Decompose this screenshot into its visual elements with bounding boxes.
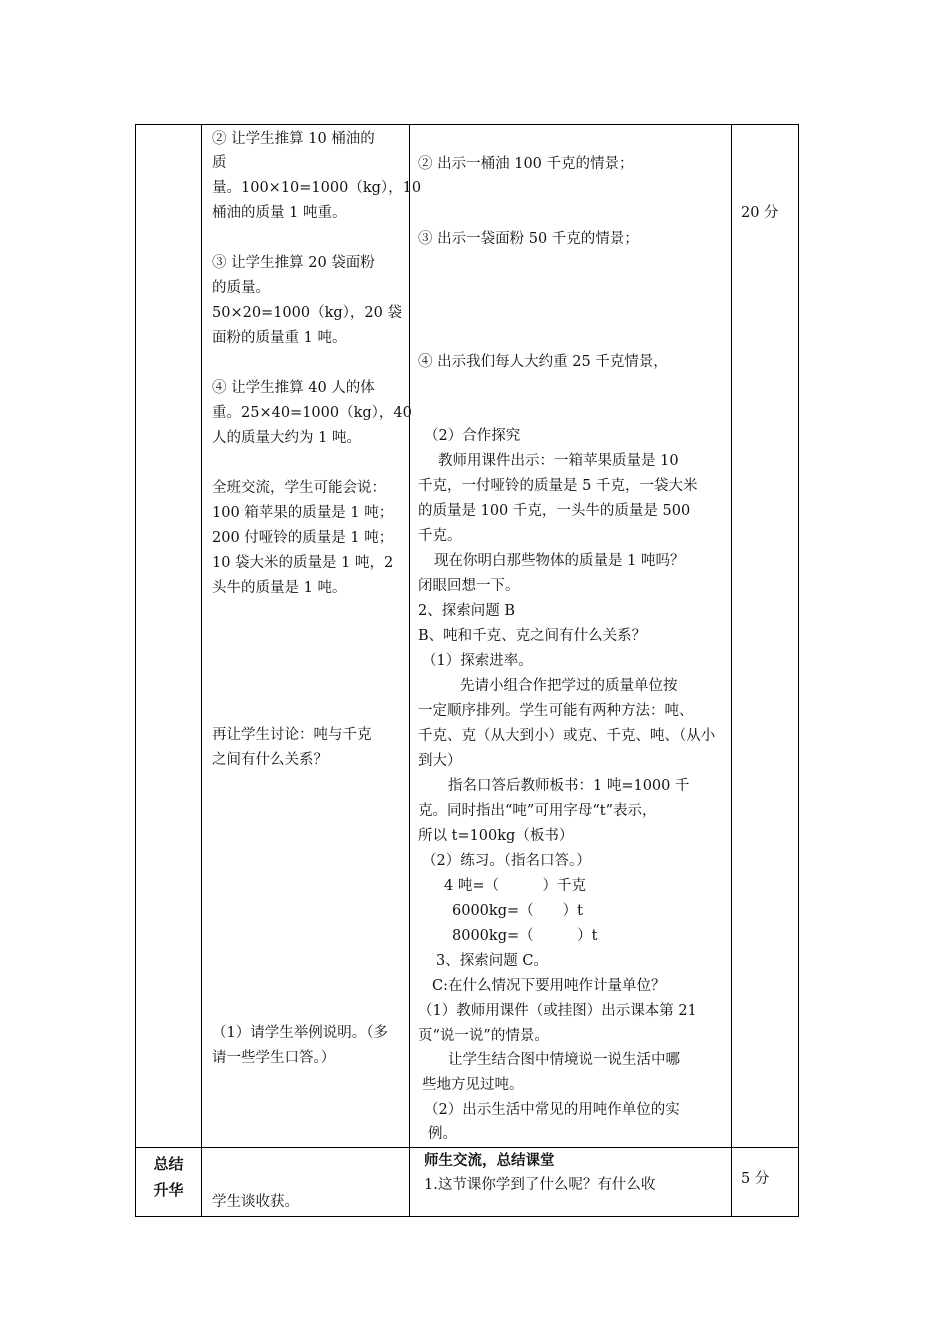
teacher-line: 4 吨=（ ）千克 (444, 878, 586, 894)
teacher-line: ③ 出示一袋面粉 50 千克的情景； (418, 231, 639, 247)
time-cell (732, 125, 799, 1148)
teacher-line: 让学生结合图中情境说一说生活中哪 (448, 1052, 680, 1068)
teacher-line: 所以 t=100kg（板书） (418, 828, 574, 844)
student-line: ② 让学生推算 10 桶油的 (212, 131, 375, 147)
table-row (136, 125, 799, 1148)
teacher-line: 6000kg=（ ）t (452, 903, 583, 919)
student-line: 再让学生讨论：吨与千克 (212, 727, 372, 743)
student-line: 全班交流，学生可能会说： (212, 480, 386, 496)
student-line: 请一些学生口答。） (212, 1050, 336, 1066)
time-cell (732, 1148, 799, 1217)
teacher-line: 现在你明白那些物体的质量是 1 吨吗？ (434, 553, 685, 569)
student-activity-cell (202, 125, 422, 1148)
lesson-plan-table (135, 124, 799, 1217)
teacher-line: 一定顺序排列。学生可能有两种方法：吨、 (418, 703, 694, 719)
student-activity-cell (202, 1148, 410, 1217)
teacher-line: 的质量是 100 千克，一头牛的质量是 500 (418, 503, 691, 519)
time-value: 5 分 (741, 1171, 770, 1187)
teacher-line: 到大） (418, 753, 462, 769)
teacher-line: 例。 (428, 1126, 457, 1142)
section-heading: 师生交流，总结课堂 (424, 1153, 555, 1169)
teacher-line: 1.这节课你学到了什么呢？有什么收 (424, 1177, 656, 1193)
student-line: 面粉的质量重 1 吨。 (212, 330, 347, 346)
teacher-line: 2、探索问题 B (418, 603, 515, 619)
teacher-line: 千克、克（从大到小）或克、千克、吨、（从小 (418, 728, 716, 744)
teacher-line: 先请小组合作把学过的质量单位按 (460, 678, 678, 694)
student-line: 人的质量大约为 1 吨。 (212, 430, 361, 446)
student-line: 200 付哑铃的质量是 1 吨； (212, 530, 394, 546)
student-line: 之间有什么关系？ (212, 752, 328, 768)
student-line: 学生谈收获。 (212, 1194, 299, 1210)
teacher-line: ④ 出示我们每人大约重 25 千克情景， (418, 354, 668, 370)
teacher-line: B、吨和千克、克之间有什么关系？ (418, 628, 647, 644)
student-line: 桶油的质量 1 吨重。 (212, 205, 347, 221)
teacher-line: 克。同时指出“吨”可用字母“t”表示， (418, 803, 657, 819)
student-line: 重。25×40=1000（kg），40 (212, 405, 412, 421)
student-line: 50×20=1000（kg），20 袋 (212, 305, 402, 321)
time-value: 20 分 (741, 205, 779, 221)
teacher-line: 指名口答后教师板书：1 吨=1000 千 (448, 778, 690, 794)
stage-cell (136, 125, 202, 1148)
teacher-line: 8000kg=（ ）t (452, 928, 598, 944)
teacher-activity-cell (410, 125, 732, 1148)
student-line: 100 箱苹果的质量是 1 吨； (212, 505, 394, 521)
teacher-line: 教师用课件出示：一箱苹果质量是 10 (438, 453, 679, 469)
stage-cell (136, 1148, 202, 1217)
teacher-line: （1）教师用课件（或挂图）出示课本第 21 (418, 1003, 697, 1019)
student-line: 量。100×10=1000（kg），10 (212, 180, 422, 196)
student-line: 头牛的质量是 1 吨。 (212, 580, 347, 596)
teacher-line: 闭眼回想一下。 (418, 578, 520, 594)
teacher-line: （2）出示生活中常见的用吨作单位的实 (424, 1102, 680, 1118)
teacher-line: （2）练习。（指名口答。） (422, 853, 591, 869)
teacher-line: 页“说一说”的情景。 (418, 1028, 549, 1044)
student-line: 的质量。 (212, 280, 270, 296)
teacher-activity-cell (410, 1148, 732, 1217)
table-row (136, 1148, 799, 1217)
student-line: （1）请学生举例说明。（多 (212, 1025, 388, 1041)
teacher-line: 千克，一付哑铃的质量是 5 千克，一袋大米 (418, 478, 698, 494)
teacher-line: 千克。 (418, 528, 462, 544)
teacher-line: 3、探索问题 C。 (436, 953, 548, 969)
stage-label: 升华 (153, 1181, 184, 1199)
teacher-line: ② 出示一桶油 100 千克的情景； (418, 156, 634, 172)
teacher-line: C:在什么情况下要用吨作计量单位？ (432, 978, 666, 994)
student-line: 质 (212, 155, 227, 171)
teacher-line: 些地方见过吨。 (422, 1077, 524, 1093)
student-line: 10 袋大米的质量是 1 吨，2 (212, 555, 394, 571)
student-line: ④ 让学生推算 40 人的体 (212, 380, 375, 396)
teacher-line: （2）合作探究 (424, 428, 521, 444)
student-line: ③ 让学生推算 20 袋面粉 (212, 255, 375, 271)
stage-label: 总结 (153, 1155, 184, 1173)
teacher-line: （1）探索进率。 (422, 653, 533, 669)
